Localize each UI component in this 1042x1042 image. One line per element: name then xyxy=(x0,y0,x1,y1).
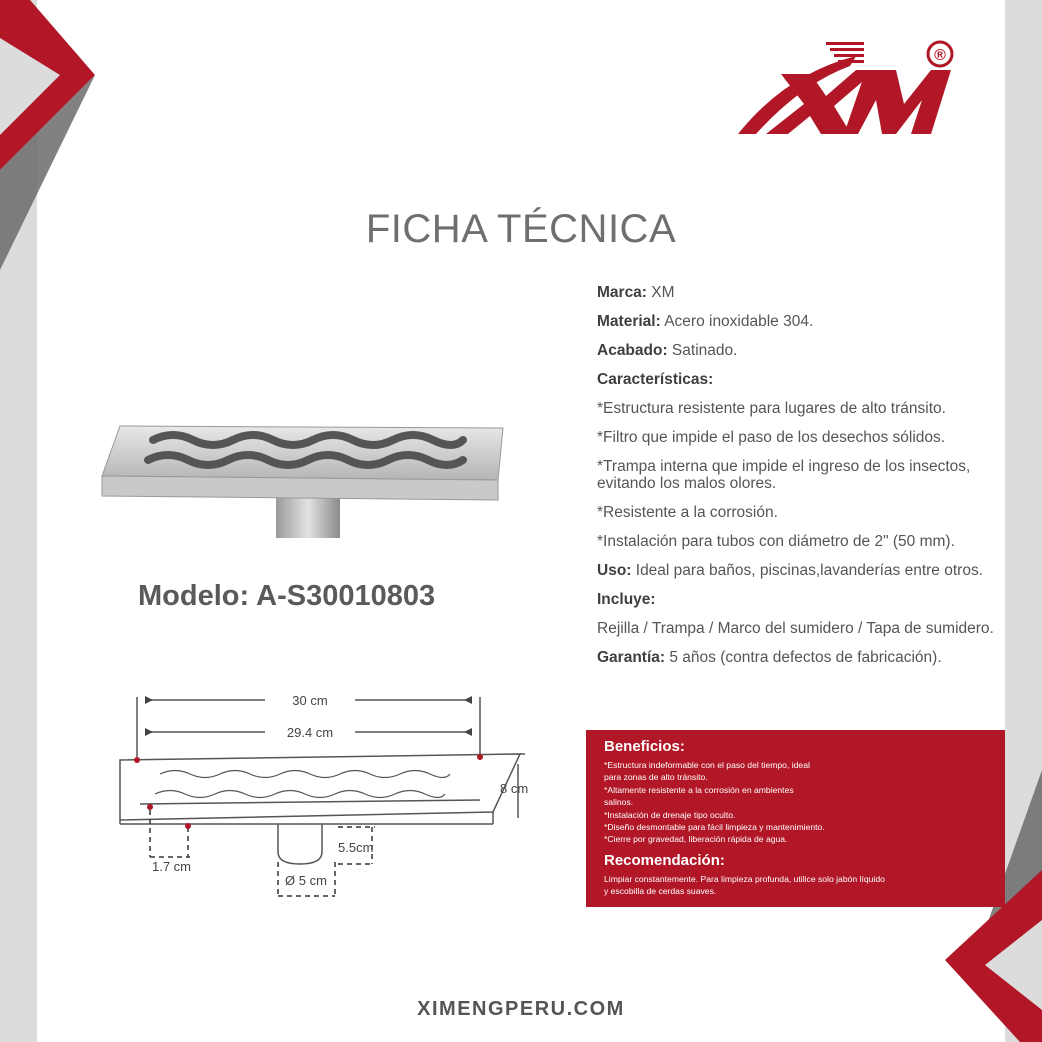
spec-caracteristicas-label: Características: xyxy=(597,371,714,388)
xm-logo xyxy=(726,34,956,144)
page-title: FICHA TÉCNICA xyxy=(365,207,677,251)
benefit-item: para zonas de alto tránsito. xyxy=(604,772,708,783)
benefits-title: Beneficios: xyxy=(604,738,685,755)
registered-mark: ® xyxy=(934,47,946,64)
feature-item: *Trampa interna que impide el ingreso de los insectos, evitando los malos olores. xyxy=(597,458,971,492)
model-number: Modelo: A-S30010803 xyxy=(138,580,436,612)
feature-item: *Estructura resistente para lugares de alto tránsito. xyxy=(597,400,946,417)
dim-length-outer: 30 cm xyxy=(292,693,328,708)
benefit-item: *Instalación de drenaje tipo oculto. xyxy=(604,809,736,820)
recommendation-line: y escobilla de cerdas suaves. xyxy=(604,886,717,897)
benefit-item: *Diseño desmontable para fácil limpieza y mantenimiento. xyxy=(604,822,825,833)
product-drain-image xyxy=(98,418,508,543)
benefits-box xyxy=(586,730,1005,907)
dim-edge: 1.7 cm xyxy=(152,859,192,874)
dimension-diagram xyxy=(100,682,550,902)
spec-material: Material: Acero inoxidable 304. xyxy=(597,313,814,330)
spec-list xyxy=(597,284,997,678)
dim-pipe-diameter: Ø 5 cm xyxy=(285,873,327,888)
feature-item: *Filtro que impide el paso de los desechos sólidos. xyxy=(597,429,946,446)
dim-length-inner: 29.4 cm xyxy=(286,725,334,740)
feature-item: *Resistente a la corrosión. xyxy=(597,504,778,521)
website-link[interactable]: XIMENGPERU.COM xyxy=(417,998,625,1020)
benefit-item: *Estructura indeformable con el paso del tiempo, ideal xyxy=(604,760,810,770)
recommendation-line: Limpiar constantemente. Para limpieza profunda, utilice solo jabón líquido xyxy=(604,873,885,884)
benefit-item: *Altamente resistente a la corrosión en ambientes xyxy=(604,784,794,795)
benefit-item: salinos. xyxy=(604,797,634,808)
feature-item: *Instalación para tubos con diámetro de 2" (50 mm). xyxy=(597,533,955,550)
benefit-item: *Cierre por gravedad, liberación rápida de agua. xyxy=(604,834,788,845)
dim-height: 8 cm xyxy=(500,781,529,796)
recommendation-title: Recomendación: xyxy=(604,851,725,869)
dim-pipe-height: 5.5cm xyxy=(338,840,374,855)
spec-garantia: Garantía: 5 años (contra defectos de fabricación). xyxy=(597,649,942,666)
spec-marca: Marca: XM xyxy=(597,284,675,301)
spec-uso: Uso: Ideal para baños, piscinas,lavanderías entre otros. xyxy=(597,562,983,579)
spec-incluye-value: Rejilla / Trampa / Marco del sumidero / Tapa de sumidero. xyxy=(597,620,994,637)
spec-acabado: Acabado: Satinado. xyxy=(597,342,738,359)
spec-incluye-label: Incluye: xyxy=(597,591,656,608)
